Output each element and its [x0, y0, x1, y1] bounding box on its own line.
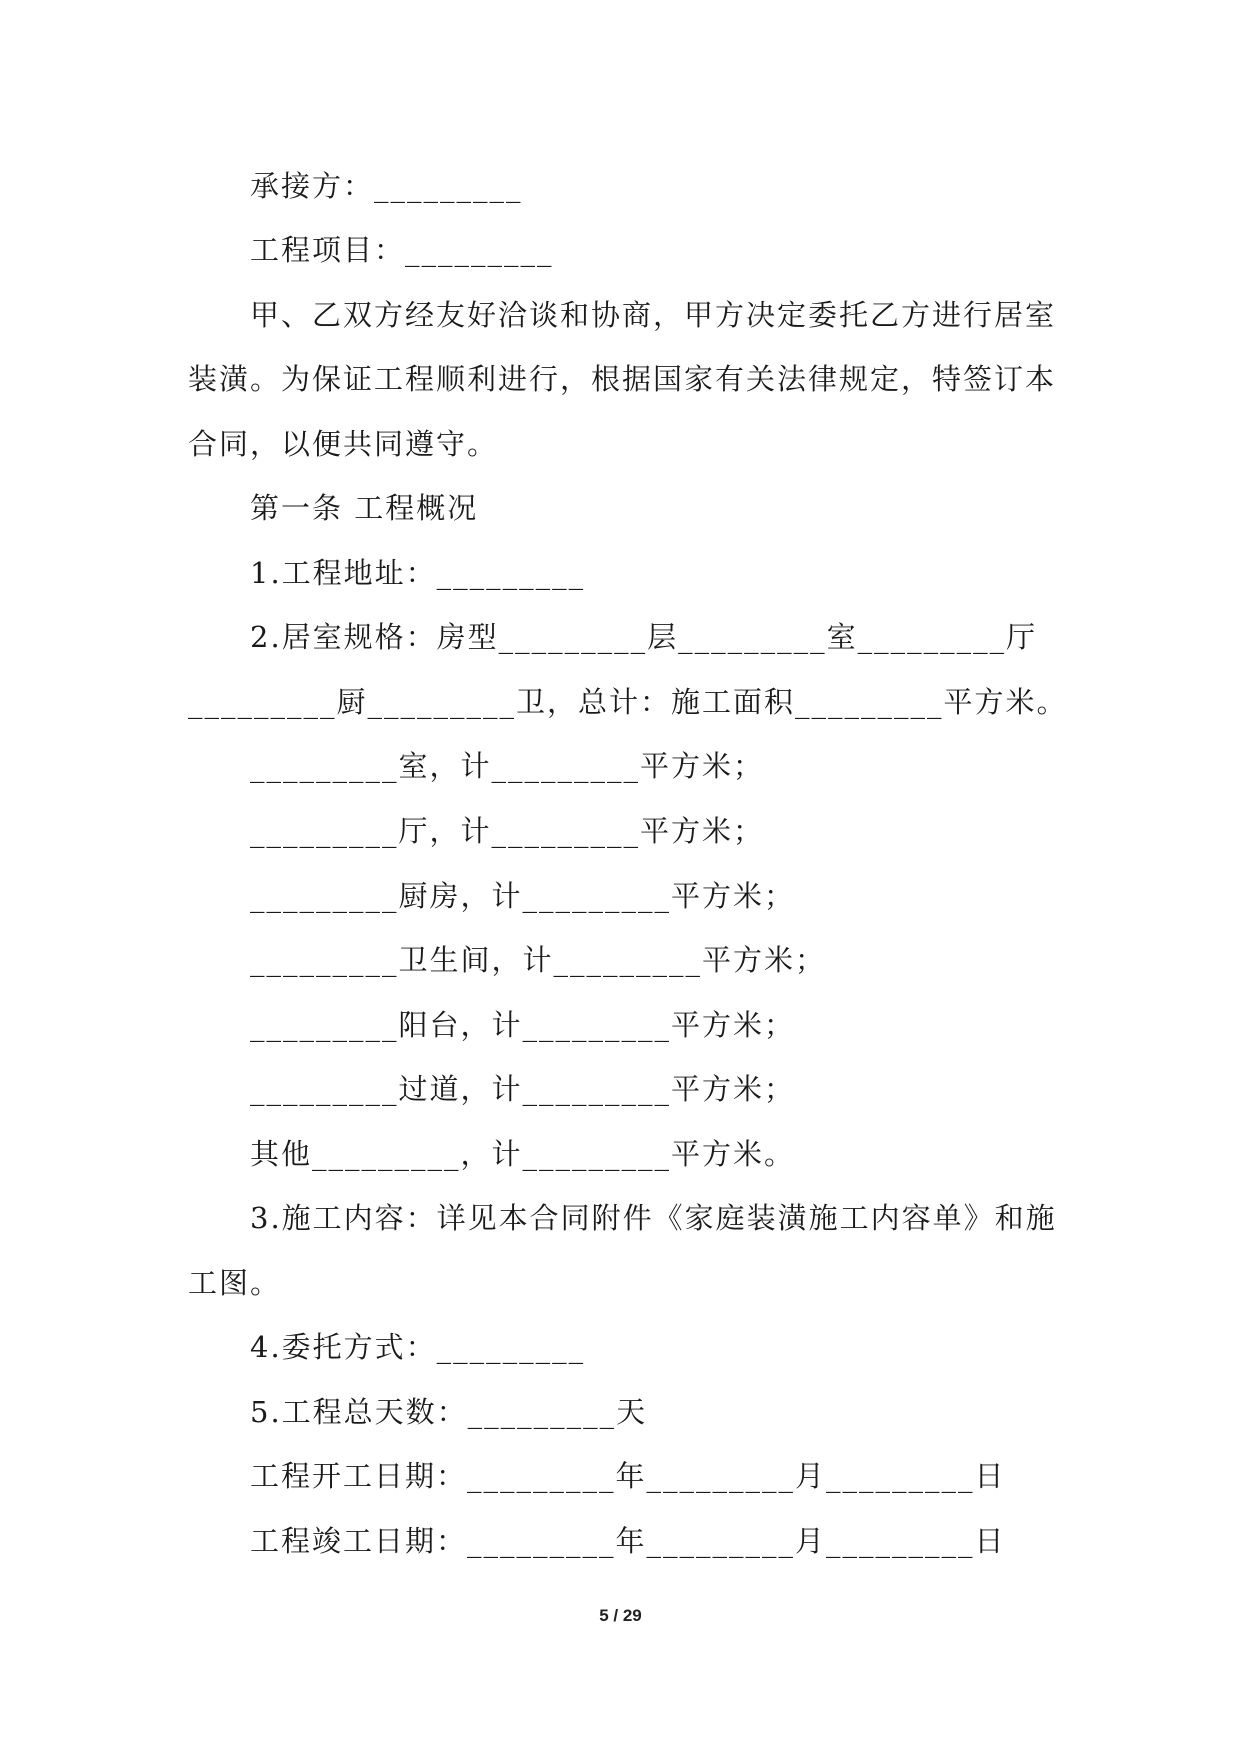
commission-line: 4.委托方式：_________ [250, 1330, 586, 1364]
start-date-line: 工程开工日期：_________年_________月_________日 [250, 1459, 1006, 1493]
project-line: 工程项目：_________ [250, 233, 554, 267]
area-line: _________室，计_________平方米； [250, 749, 765, 783]
section-heading: 第一条 工程概况 [250, 491, 479, 525]
content-line: 3.施工内容：详见本合同附件《家庭装潢施工内容单》和施 [250, 1201, 1057, 1235]
paragraph-line: 合同，以便共同遵守。 [188, 427, 499, 461]
paragraph-line: 装潢。为保证工程顺利进行，根据国家有关法律规定，特签订本 [188, 362, 1057, 396]
address-line: 1.工程地址：_________ [250, 556, 586, 590]
contractor-line: 承接方：_________ [250, 169, 523, 203]
area-line: _________厨房，计_________平方米； [250, 879, 796, 913]
room-spec-line: _________厨_________卫，总计：施工面积_________平方米。 [188, 685, 1068, 719]
area-line: _________卫生间，计_________平方米； [250, 943, 827, 977]
room-spec-line: 2.居室规格：房型_________层_________室_________厅 [250, 620, 1038, 654]
paragraph-line: 甲、乙双方经友好洽谈和协商，甲方决定委托乙方进行居室 [250, 298, 1057, 332]
area-line: _________过道，计_________平方米； [250, 1072, 796, 1106]
area-line: 其他_________，计_________平方米。 [250, 1137, 796, 1171]
content-line: 工图。 [188, 1266, 282, 1300]
duration-line: 5.工程总天数：_________天 [250, 1395, 648, 1429]
area-line: _________阳台，计_________平方米； [250, 1008, 796, 1042]
area-line: _________厅，计_________平方米； [250, 814, 765, 848]
page-number: 5 / 29 [599, 1606, 642, 1625]
end-date-line: 工程竣工日期：_________年_________月_________日 [250, 1524, 1006, 1558]
